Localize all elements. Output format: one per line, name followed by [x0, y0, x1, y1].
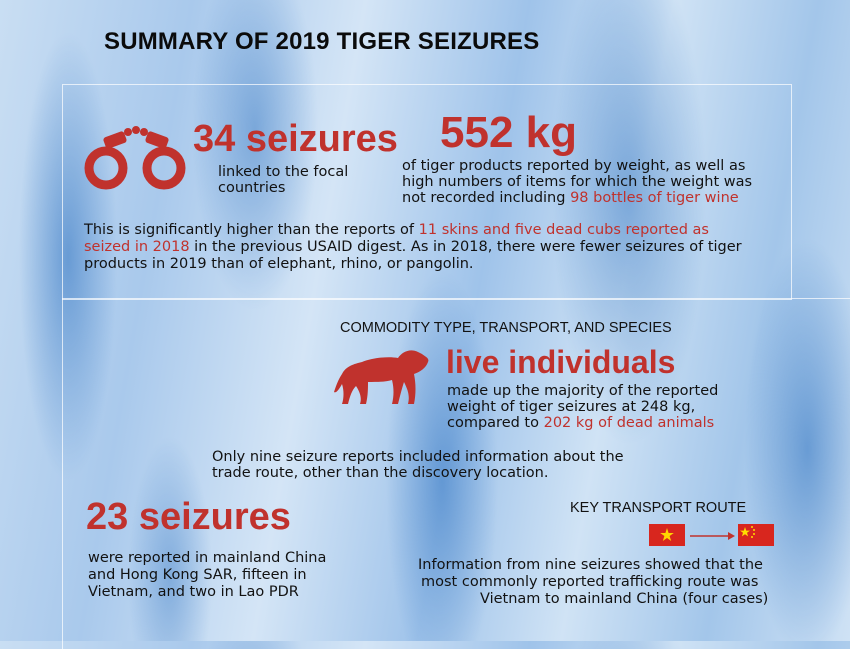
key-route-heading: KEY TRANSPORT ROUTE	[570, 500, 747, 516]
vietnam-flag-icon	[649, 524, 685, 546]
seizures-count-value: 34 seizures	[193, 118, 398, 160]
comparison-1-highlight: 11 skins and five dead cubs reported as	[418, 222, 709, 238]
commodity-desc-1: made up the majority of the reported	[447, 383, 719, 399]
trade-route-note-2: trade route, other than the discovery location.	[212, 465, 549, 481]
commodity-desc-3	[447, 415, 714, 431]
commodity-desc-3-text: compared to	[447, 415, 544, 431]
location-seizures-desc-2: and Hong Kong SAR, fifteen in	[88, 567, 307, 583]
tiger-icon	[332, 344, 436, 410]
comparison-2-text: in the previous USAID digest. As in 2018, there were fewer seizures of tiger	[189, 239, 742, 255]
weight-desc-1: of tiger products reported by weight, as well as	[402, 158, 746, 174]
weight-desc-3-highlight: 98 bottles of tiger wine	[570, 190, 739, 206]
key-route-desc-3: Vietnam to mainland China (four cases)	[480, 591, 769, 607]
trade-route-note-1: Only nine seizure reports included information about the	[212, 449, 624, 465]
key-route-desc-1: Information from nine seizures showed that the	[418, 557, 763, 573]
comparison-line-2	[84, 239, 742, 255]
seizures-count-desc-1: linked to the focal	[218, 164, 349, 180]
weight-value: 552 kg	[440, 108, 577, 157]
comparison-2-highlight: seized in 2018	[84, 239, 190, 255]
commodity-desc-2: weight of tiger seizures at 248 kg,	[447, 399, 696, 415]
handcuffs-icon	[80, 122, 192, 194]
weight-desc-2: high numbers of items for which the weight was	[402, 174, 753, 190]
key-route-desc-2: most commonly reported trafficking route was	[421, 574, 759, 590]
weight-desc-3	[402, 190, 739, 206]
comparison-line-1	[84, 222, 709, 238]
comparison-1-text: This is significantly higher than the reports of	[84, 222, 419, 238]
location-seizures-desc-3: Vietnam, and two in Lao PDR	[88, 584, 299, 600]
arrow-right-icon	[688, 530, 736, 542]
seizures-count-desc-2: countries	[218, 180, 286, 196]
commodity-value: live individuals	[446, 344, 676, 380]
commodity-heading: COMMODITY TYPE, TRANSPORT, AND SPECIES	[340, 320, 672, 336]
commodity-desc-3-highlight: 202 kg of dead animals	[543, 415, 715, 431]
page-title: SUMMARY OF 2019 TIGER SEIZURES	[104, 28, 540, 55]
china-flag-icon	[738, 524, 774, 546]
location-seizures-value: 23 seizures	[86, 496, 291, 538]
weight-desc-3-text: not recorded including	[402, 190, 571, 206]
location-seizures-desc-1: were reported in mainland China	[88, 550, 327, 566]
comparison-line-3: products in 2019 than of elephant, rhino, or pangolin.	[84, 256, 474, 272]
